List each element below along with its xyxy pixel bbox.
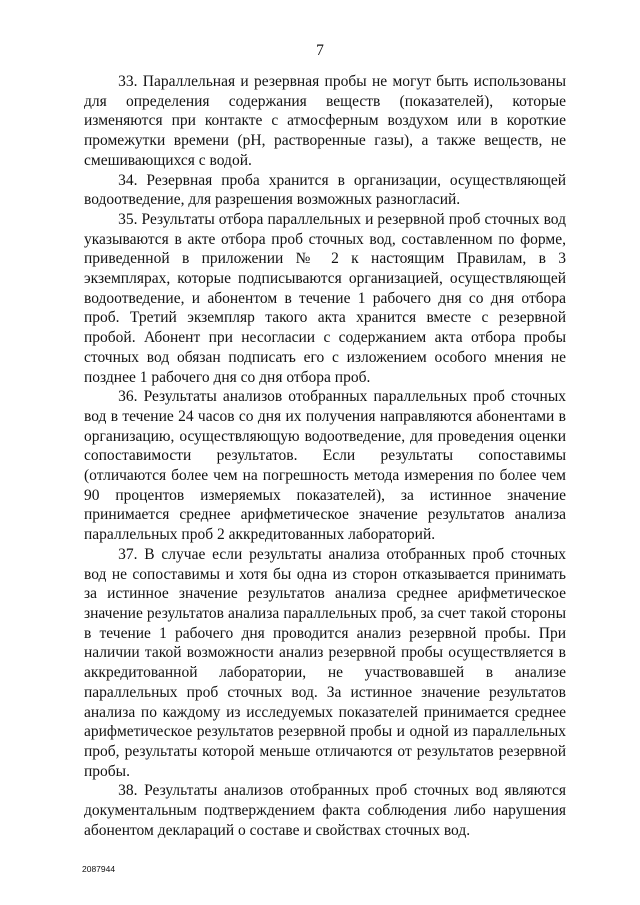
document-code: 2087944 [82,864,116,874]
page-number: 7 [316,42,324,59]
paragraph-38: 38. Результаты анализов отобранных проб сточных вод являются документальным подтверждением факта соблюдения либо нарушения абонентом деклараций о составе и свойствах сточных вод. [84,782,566,839]
paragraph-37: 37. В случае если результаты анализа отобранных проб сточных вод не сопоставимы и хотя бы одна из сторон отказывается принимать за истинное значение результатов анализа среднее арифметическое значение результатов анализа параллельных проб, за счет такой стороны в течение 1 рабочего дня проводится анализ резервной пробы. При наличии такой возможности анализ резервной пробы осуществляется в аккредитованной лаборатории, не участвовавшей в анализе параллельных проб сточных вод. За истинное значение результатов анализа по каждому из исследуемых показателей принимается среднее арифметическое результатов резервной пробы и одной из параллельных проб, результаты которой меньше отличаются от результатов резервной пробы. [84,545,566,780]
paragraph-33: 33. Параллельная и резервная пробы не могут быть использованы для определения содержания веществ (показателей), которые изменяются при контакте с атмосферным воздухом или в короткие промежутки времени (pH, растворенные газы), а также веществ, не смешивающихся с водой. [84,73,566,169]
document-body [84,72,566,840]
paragraph-36: 36. Результаты анализов отобранных параллельных проб сточных вод в течение 24 часов со дня их получения направляются абонентами в организацию, осуществляющую водоотведение, для проведения оценки сопоставимости результатов. Если результаты сопоставимы (отличаются более чем на погрешность метода измерения по более чем 90 процентов измеряемых показателей), за истинное значение принимается среднее арифметическое значение результатов анализа параллельных проб 2 аккредитованных лабораторий. [84,388,566,544]
paragraph-34: 34. Резервная проба хранится в организации, осуществляющей водоотведение, для разрешения возможных разногласий. [84,171,566,209]
paragraph-35: 35. Результаты отбора параллельных и резервной проб сточных вод указываются в акте отбора проб сточных вод, составленном по форме, приведенной в приложении № 2 к настоящим Правилам, в 3 экземплярах, которые подписываются организацией, осуществляющей водоотведение, и абонентом в течение 1 рабочего дня со дня отбора проб. Третий экземпляр такого акта хранится вместе с резервной пробой. Абонент при несогласии с содержанием акта отбора пробы сточных вод обязан подписать его с изложением особого мнения не позднее 1 рабочего дня со дня отбора проб. [84,210,566,386]
